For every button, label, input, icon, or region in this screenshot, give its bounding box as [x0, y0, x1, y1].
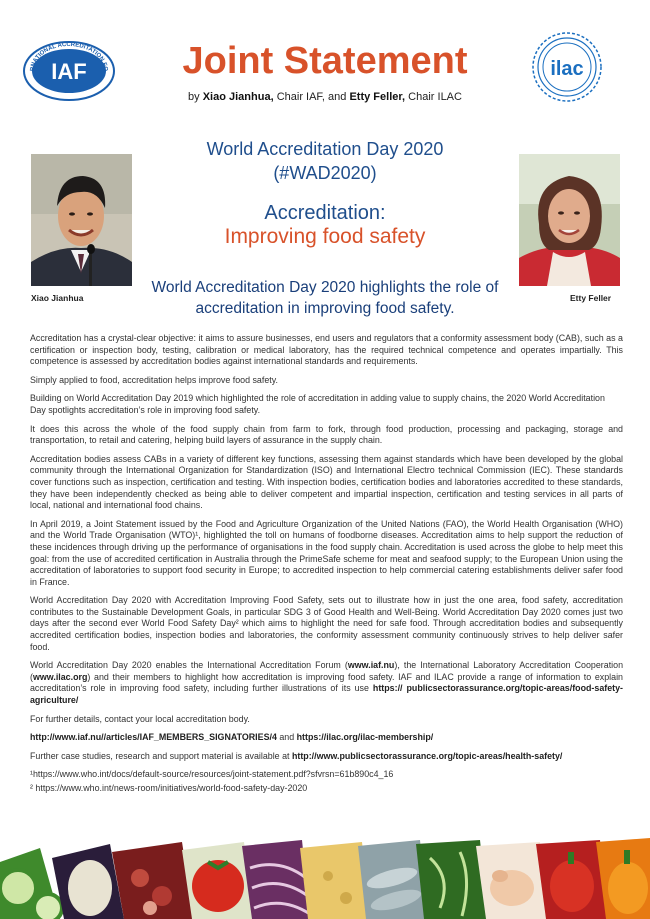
portrait-xiao-jianhua [31, 154, 132, 286]
paragraph-6: In April 2019, a Joint Statement issued by the Food and Agriculture Organization of the United Nations (FAO), the World Health Organisation (WHO) and the World Trade Organisation (WTO)¹, highlighted the toll on humans of foodborne diseases. Accreditation aims to help support the reduction of these incidences through driving up the performance of organisations in the food supply chain. Accreditation is used across the globe to help meet this goal: from the use of accredited certification in Australia through the PrimeSafe scheme for meat and seafood supply; to the European Union using the accreditation of laboratories to support food security in Europe; to accredited inspection to help commercial catering establishments deliver safer food in France. [30, 518, 623, 587]
subtitle-food-safety: Improving food safety [224, 225, 426, 248]
iaf-ring-text: RNATIONAL ACCREDITATION FO [29, 41, 109, 72]
p8-text-c: ) and their members to highlight how accreditation is improving food safety. IAF and ILAC provide a range of information to explain accreditation’s role in improving food safety, including further illustrations of its use [30, 671, 623, 694]
ilac-website-link[interactable]: www.ilac.org [32, 671, 88, 682]
paragraph-1: Accreditation has a crystal-clear objective: it aims to assure businesses, end users and regulators that a conformity assessment body (CAB), such as a certification or inspection body, testing, calibration or medical laboratory, has the required technical competence and operates impartially. This competence is assessed by accreditation bodies against international standards and requirements. [30, 333, 623, 367]
highlight-statement [140, 277, 510, 319]
paragraph-4: It does this across the whole of the food supply chain from farm to fork, through food production, processing and packaging, storage and transportation, to retail and catering, helping build layers of assurance in the supply chain. [30, 423, 623, 446]
iaf-website-link[interactable]: www.iaf.nu [347, 660, 395, 671]
body-text [30, 333, 623, 802]
wad-heading [140, 137, 510, 185]
health-safety-link[interactable]: http://www.publicsectorassurance.org/topic-areas/health-safety/ [291, 750, 563, 761]
p8-text-a: World Accreditation Day 2020 enables the International Accreditation Forum ( [30, 660, 348, 671]
paragraph-7: World Accreditation Day 2020 with Accreditation Improving Food Safety, sets out to illustrate how in just the one area, food safety, accreditation contributes to the Sustainable Development Goals, in particular SDG 3 of Good Health and Well-Being. World Accreditation Day 2020 comes just two days after the second ever World Food Safety Day² which aims to highlight the need for safe food. Through accreditation bodies and subsequently accredited certification bodies, inspection bodies and laboratories, the conformity assessment community continuously strives to help deliver safer food. [30, 595, 623, 652]
paragraph-5: Accreditation bodies assess CABs in a variety of different key functions, assessing them against standards which have been developed by the global community through the International Organization for Standardization (ISO) and International Electro technical Commission (IEC). These standards cover functions such as inspection, certification and testing. With inspection bodies, certification bodies and laboratories accredited to these standards, they have been independently checked as being able to deliver competent and impartial inspection, certification and testing services in all parts of local, national and international food chains. [30, 453, 623, 511]
onion-image [242, 840, 310, 919]
highlight-line-2: accreditation in improving food safety. [195, 300, 455, 317]
paragraph-10 [30, 732, 623, 744]
p10-and: and [276, 732, 297, 743]
wad-heading-line-2: (#WAD2020) [273, 163, 377, 183]
pepper-image [536, 840, 608, 919]
byline-name-2: Etty Feller, [349, 91, 406, 103]
food-safety-link[interactable]: https:// publicsectorassurance.org/topic-areas/food-safety-agriculture/ [30, 683, 623, 706]
byline-prefix: by [188, 91, 203, 103]
ilac-membership-link[interactable]: https://ilac.org/ilac-membership/ [296, 732, 434, 743]
wad-heading-line-1: World Accreditation Day 2020 [206, 139, 444, 159]
byline-role-2: Chair ILAC [405, 91, 462, 103]
highlight-line-1: World Accreditation Day 2020 highlights the role of [151, 279, 499, 296]
footnote-1: ¹https://www.who.int/docs/default-source/resources/joint-statement.pdf?sfvrsn=61b890c4_16 [30, 769, 394, 780]
paragraph-9: For further details, contact your local accreditation body. [30, 713, 250, 724]
byline [0, 91, 650, 103]
meat-image [112, 842, 194, 919]
page-title: Joint Statement [182, 40, 468, 82]
chicken-image [476, 842, 548, 919]
byline-name-1: Xiao Jianhua, [202, 91, 274, 103]
footnote-2: ² https://www.who.int/news-room/initiatives/world-food-safety-day-2020 [30, 783, 308, 793]
subtitle-accreditation: Accreditation: [264, 202, 386, 224]
paragraph-3: Building on World Accreditation Day 2019 which highlighted the role of accreditation in adding value to supply chains, the 2020 World Accreditation Day spotlights accreditation’s role in improving food safety. [30, 393, 605, 415]
ilac-letters: ilac [550, 58, 584, 80]
iaf-letters: IAF [51, 59, 87, 84]
portrait-etty-feller [519, 154, 620, 286]
byline-role-1: Chair IAF, and [273, 91, 350, 103]
food-banner [0, 838, 650, 919]
caption-left: Xiao Jianhua [31, 293, 84, 303]
paragraph-8 [30, 660, 623, 706]
p11-text: Further case studies, research and support material is available at [30, 750, 292, 761]
caption-right: Etty Feller [570, 293, 612, 303]
paragraph-11 [30, 751, 623, 763]
p8-text-b: ), the International Laboratory Accreditation Cooperation ( [30, 660, 624, 682]
paragraph-2: Simply applied to food, accreditation helps improve food safety. [30, 374, 278, 385]
iaf-signatories-link[interactable]: http://www.iaf.nu//articles/IAF_MEMBERS_SIGNATORIES/4 [30, 732, 277, 743]
